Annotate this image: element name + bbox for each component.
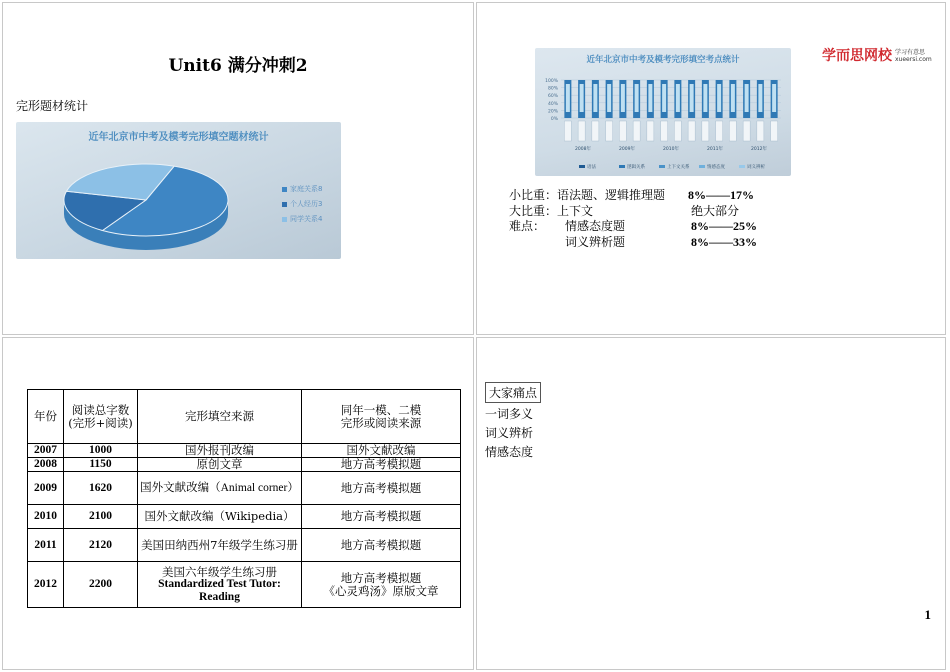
cell-year: 2008: [28, 458, 64, 472]
pain-points-list: [485, 405, 533, 462]
legend-label: 逻辑关系: [627, 165, 645, 170]
bar-category-box: [757, 121, 764, 141]
legend-item: [282, 197, 322, 212]
table-header-row: [28, 390, 461, 444]
cell-cloze: [138, 562, 302, 608]
logo-tag-url: xueersi.com: [895, 56, 932, 63]
slide-title: Unit6 满分冲刺2: [168, 56, 308, 76]
legend-label: 情感态度: [707, 165, 725, 170]
bar-segment: [635, 84, 639, 112]
cell-other: 地方高考模拟题: [302, 458, 461, 472]
bar-category-box: [771, 121, 778, 141]
slide-3: [2, 337, 474, 670]
legend-label: 同学关系4: [290, 215, 323, 223]
cell-cloze: 国外文献改编（Animal corner）: [138, 472, 302, 505]
bar-category-box: [702, 121, 709, 141]
legend-label: 语法: [587, 165, 596, 170]
bar-segment: [676, 84, 680, 112]
cell-year: 2010: [28, 505, 64, 529]
y-tick-label: 20%: [547, 109, 558, 115]
bar-category-box: [564, 121, 571, 141]
logo-text: 学而思网校: [822, 48, 892, 64]
cell-words: 1150: [64, 458, 138, 472]
list-item: 情感态度: [485, 445, 534, 459]
note-text: 上下文: [557, 203, 594, 218]
note-text: 词义辨析题: [565, 234, 626, 249]
y-tick-label: 40%: [547, 101, 558, 107]
legend-item: [282, 182, 322, 197]
page-number: 1: [924, 607, 931, 622]
legend-swatch: [699, 165, 705, 168]
bar-category-box: [578, 121, 585, 141]
header-cloze-source: 完形填空来源: [138, 390, 302, 444]
y-tick-label: 80%: [547, 86, 558, 92]
legend-item: [282, 212, 322, 227]
cell-cloze-line: 美国六年级学生练习册: [162, 564, 277, 579]
bar-segment: [703, 84, 707, 112]
bar-category-box: [688, 121, 695, 141]
cell-year: 2007: [28, 444, 64, 458]
cell-cloze: 国外报刊改编: [138, 444, 302, 458]
year-label: 2008年: [575, 147, 591, 152]
note-text: 情感态度题: [565, 219, 626, 233]
year-label: 2010年: [663, 147, 679, 152]
pie-chart-title: 近年北京市中考及模考完形填空题材统计: [88, 132, 269, 143]
cell-words: 2100: [64, 505, 138, 529]
cell-year: 2012: [28, 562, 64, 608]
cell-year: 2011: [28, 529, 64, 562]
bar-category-box: [674, 121, 681, 141]
pie-chart-photo: [16, 122, 341, 259]
y-tick-label: 100%: [545, 79, 558, 84]
cloze-source-table: [27, 389, 461, 608]
cell-words: 1000: [64, 444, 138, 458]
bar-category-box: [619, 121, 626, 141]
legend-swatch: [619, 165, 625, 168]
cell-year: 2009: [28, 472, 64, 505]
y-tick-label: 0%: [550, 117, 558, 122]
bar-segment: [580, 84, 584, 112]
legend-label: 上下文关系: [667, 165, 690, 170]
legend-swatch: [282, 217, 287, 222]
legend-swatch: [282, 187, 287, 192]
cell-other: 地方高考模拟题: [302, 472, 461, 505]
cell-other: 国外文献改编: [302, 444, 461, 458]
bar-segment: [731, 84, 735, 112]
slide-1: [2, 2, 474, 335]
legend-label: 家庭关系8: [290, 185, 323, 193]
legend-swatch: [579, 165, 585, 168]
list-item: 一词多义: [485, 407, 534, 421]
bar-segment: [690, 84, 694, 112]
note-value: 8%——17%: [688, 188, 754, 202]
cell-words: 1620: [64, 472, 138, 505]
year-label: 2012年: [751, 147, 767, 152]
bar-category-box: [633, 121, 640, 141]
bar-segment: [607, 84, 611, 112]
cell-words: 2200: [64, 562, 138, 608]
note-value: 8%——25%: [691, 219, 757, 233]
stacked-bar-chart-photo: [535, 48, 791, 176]
year-label: 2009年: [619, 147, 635, 152]
cell-cloze: 国外文献改编（Wikipedia）: [138, 505, 302, 529]
table-row: [28, 562, 461, 608]
table-row: [28, 458, 461, 472]
cell-other: 地方高考模拟题: [302, 529, 461, 562]
year-label: 2011年: [707, 147, 723, 152]
table-row: [28, 505, 461, 529]
table-row: [28, 472, 461, 505]
cell-cloze-line: Standardized Test Tutor: Reading: [158, 578, 281, 603]
bar-segment: [648, 84, 652, 112]
table-row: [28, 529, 461, 562]
cell-cloze: 美国田纳西州7年级学生练习册: [138, 529, 302, 562]
bar-category-box: [743, 121, 750, 141]
bar-category-box: [592, 121, 599, 141]
legend-swatch: [282, 202, 287, 207]
note-value: 绝大部分: [691, 203, 740, 218]
pain-points-heading: 大家痛点: [485, 382, 541, 403]
slide-subtitle: 完形题材统计: [16, 99, 89, 113]
logo-tag-cn: 学习有意思: [895, 49, 926, 56]
xueersi-logo: [822, 45, 932, 65]
cell-words: 2120: [64, 529, 138, 562]
bar-category-box: [661, 121, 668, 141]
bar-segment: [593, 84, 597, 112]
stacked-bar-chart: [535, 48, 791, 176]
bar-segment: [566, 84, 570, 112]
note-label: 小比重：: [509, 188, 558, 202]
header-word-count: 阅读总字数 (完形+阅读): [64, 390, 138, 444]
bar-category-box: [716, 121, 723, 141]
bar-category-box: [647, 121, 654, 141]
y-tick-label: 60%: [547, 94, 558, 100]
list-item: 词义辨析: [485, 426, 534, 440]
bar-chart-title: 近年北京市中考及模考完形填空考点统计: [586, 55, 740, 65]
cell-other-line: 地方高考模拟题: [340, 571, 422, 585]
header-year: 年份: [28, 390, 64, 444]
logo-tagline: [895, 49, 932, 63]
legend-label: 词义辨析: [747, 165, 765, 170]
table-row: [28, 444, 461, 458]
legend-label: 个人经历3: [290, 200, 323, 208]
note-text: 语法题、逻辑推理题: [557, 188, 666, 202]
slide-2: [476, 2, 946, 335]
note-value: 8%——33%: [691, 234, 757, 249]
bar-segment: [772, 84, 776, 112]
bar-segment: [758, 84, 762, 112]
cell-other: [302, 562, 461, 608]
cell-cloze: 原创文章: [138, 458, 302, 472]
note-label: 大比重：: [509, 203, 558, 218]
header-other-source: 同年一模、二模 完形或阅读来源: [302, 390, 461, 444]
bar-segment: [662, 84, 666, 112]
cell-other: 地方高考模拟题: [302, 505, 461, 529]
cell-other-line: 《心灵鸡汤》原版文章: [323, 583, 439, 598]
bar-segment: [621, 84, 625, 112]
bar-category-box: [606, 121, 613, 141]
bar-category-box: [729, 121, 736, 141]
slide-4: [476, 337, 946, 670]
bar-segment: [717, 84, 721, 112]
legend-swatch: [739, 165, 745, 168]
pie-legend: [282, 182, 322, 227]
note-label: 难点：: [509, 219, 546, 233]
legend-swatch: [659, 165, 665, 168]
bar-segment: [745, 84, 749, 112]
